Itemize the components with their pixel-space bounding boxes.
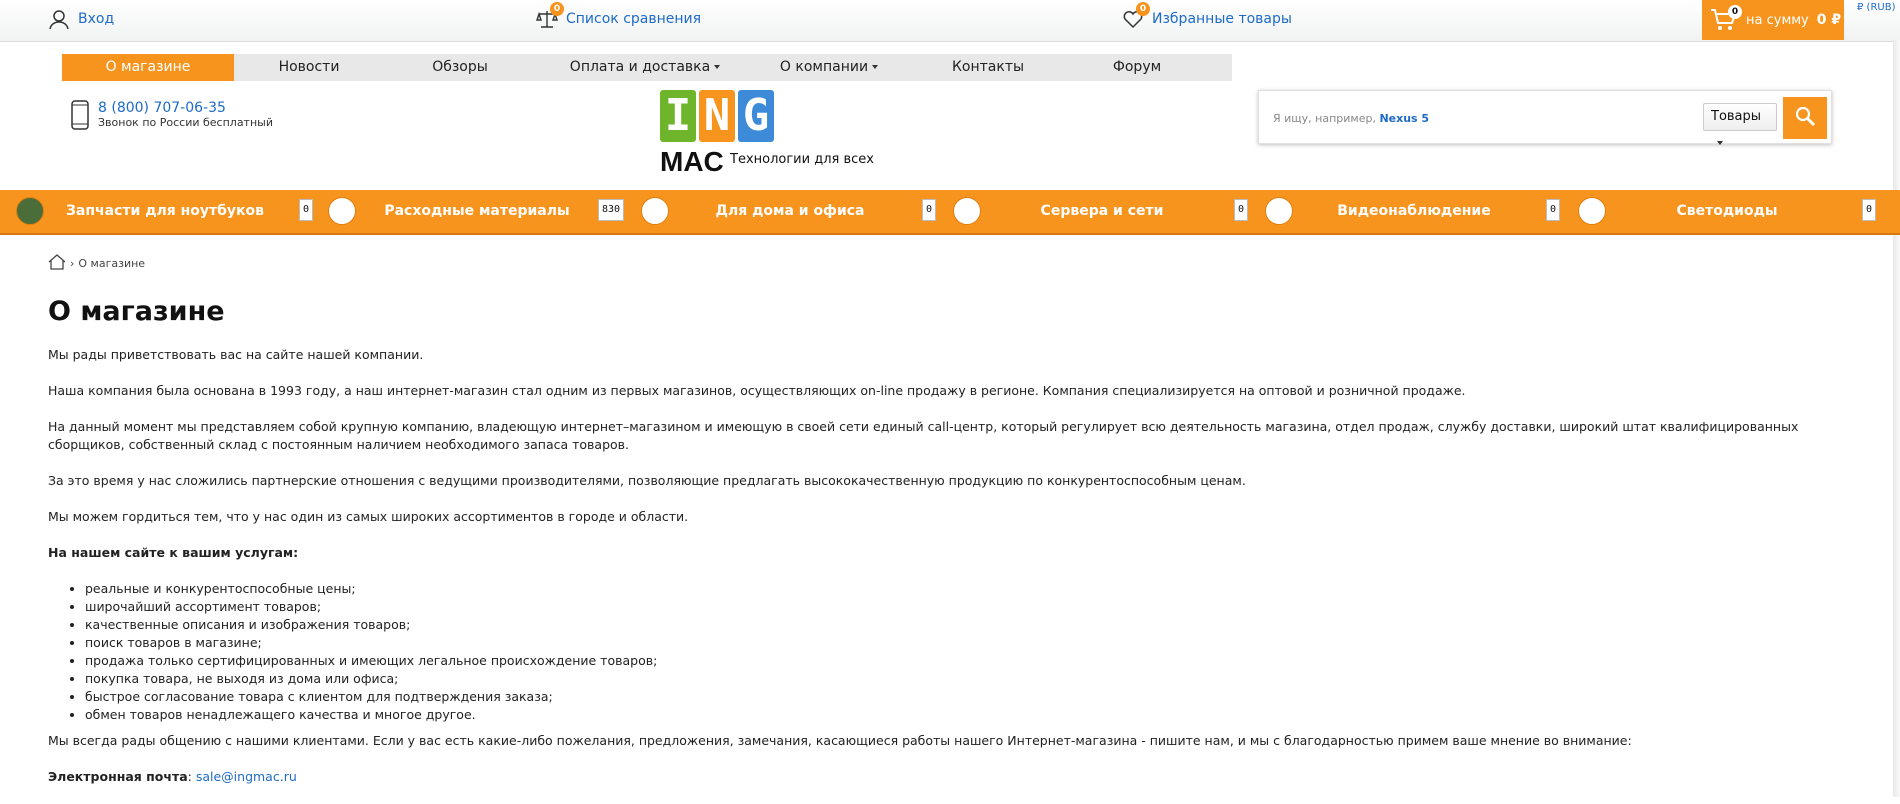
email-label: Электронная почта xyxy=(48,769,188,784)
cart-sum-label: на сумму xyxy=(1746,12,1809,28)
list-item: • качественные описания и изображения товаров; xyxy=(85,616,1858,634)
chevron-down-icon xyxy=(1717,141,1723,145)
favorites-link[interactable] xyxy=(1122,4,1292,30)
search-scope-label: Товары xyxy=(1711,109,1762,124)
home-icon[interactable] xyxy=(48,254,66,273)
nav-item-label: Форум xyxy=(1112,59,1162,75)
cart-button[interactable] xyxy=(1702,0,1844,40)
top-bar xyxy=(0,0,1900,42)
services-list xyxy=(85,580,1858,724)
user-icon xyxy=(48,8,70,30)
led-icon xyxy=(1578,197,1606,225)
chevron-right-icon: › xyxy=(70,257,75,270)
search-icon xyxy=(1794,105,1816,131)
category-item[interactable] xyxy=(1562,190,1892,233)
cart-icon xyxy=(1710,7,1738,33)
nav-item-label: Новости xyxy=(278,59,340,75)
login-label: Вход xyxy=(78,11,115,27)
login-link[interactable] xyxy=(48,8,114,30)
consumables-icon xyxy=(328,197,356,225)
category-count: 0 xyxy=(1546,199,1560,221)
paragraph: За это время у нас сложились партнерские отношения с ведущими производителями, позволяющие предлагать высококачественную продукцию по конкурентоспособным ценам. xyxy=(48,473,1246,488)
nav-item-label: О компании xyxy=(779,59,869,75)
nav-item-forum[interactable] xyxy=(1072,54,1202,81)
chevron-down-icon xyxy=(872,65,878,69)
logo-mac: MAC xyxy=(660,146,724,177)
nav-item-label: Обзоры xyxy=(432,59,488,75)
category-label: Запчасти для ноутбуков xyxy=(65,203,265,219)
scales-icon xyxy=(536,4,561,30)
nav-item-news[interactable] xyxy=(234,54,384,81)
favorites-label: Избранные товары xyxy=(1152,11,1292,27)
breadcrumb-current: О магазине xyxy=(78,257,146,270)
page-content xyxy=(48,346,1858,804)
category-count: 0 xyxy=(299,199,313,221)
list-item: • обмен товаров ненадлежащего качества и многое другое. xyxy=(85,706,1858,724)
email-link[interactable]: sale@ingmac.ru xyxy=(195,769,297,784)
nav-item-contacts[interactable] xyxy=(904,54,1072,81)
category-item[interactable] xyxy=(312,190,630,233)
closing-paragraph: Мы всегда рады общению с нашими клиентами. Если у вас есть какие-либо пожелания, предложения, замечания, касающиеся работы нашего Интернет-магазина - пишите нам, и мы с благодарностью примем ваше мнение во внимание: xyxy=(48,733,1632,748)
nav-item-label: Контакты xyxy=(951,59,1025,75)
list-item: • реальные и конкурентоспособные цены; xyxy=(85,580,1858,598)
list-item: • продажа только сертифицированных и имеющих легальное происхождение товаров; xyxy=(85,652,1858,670)
category-count: 0 xyxy=(1862,199,1876,221)
category-item[interactable] xyxy=(0,190,318,233)
breadcrumb xyxy=(48,254,145,273)
phone-note: Звонок по России бесплатный xyxy=(98,116,273,129)
list-item: • быстрое согласование товара с клиентом для подтверждения заказа; xyxy=(85,688,1858,706)
compare-link[interactable] xyxy=(536,4,702,30)
category-item[interactable] xyxy=(625,190,943,233)
chevron-down-icon xyxy=(714,65,720,69)
email-line: Электронная почта: sale@ingmac.ru xyxy=(48,769,297,784)
paragraph: Мы можем гордиться тем, что у нас один из самых широких ассортиментов в городе и области. xyxy=(48,509,689,524)
search-scope-select[interactable] xyxy=(1703,103,1777,131)
paragraph: Наша компания была основана в 1993 году, а наш интернет-магазин стал одним из первых магазинов, осуществляющих on-line продажу в регионе. Компания специализируется на оптовой и розничной продаже. xyxy=(48,383,1466,398)
phone-block xyxy=(70,100,273,134)
heart-icon xyxy=(1122,4,1147,30)
category-count: 830 xyxy=(598,199,624,221)
compare-count-badge: 0 xyxy=(550,2,564,16)
services-title: На нашем сайте к вашим услугам: xyxy=(48,545,299,560)
phone-icon xyxy=(70,100,90,134)
logo-tile-letter: N xyxy=(699,90,735,142)
camera-icon xyxy=(1265,197,1293,225)
category-item[interactable] xyxy=(937,190,1255,233)
category-label: Расходные материалы xyxy=(384,203,570,219)
category-label: Светодиоды xyxy=(1676,203,1778,219)
list-item: • покупка товара, не выходя из дома или офиса; xyxy=(85,670,1858,688)
nav-item-company[interactable] xyxy=(754,54,904,81)
nav-item-payment-delivery[interactable] xyxy=(536,54,754,81)
category-count: 0 xyxy=(922,199,936,221)
search-hint xyxy=(1273,112,1429,125)
nav-item-about[interactable] xyxy=(62,54,234,81)
page-edge xyxy=(1893,40,1900,797)
main-nav xyxy=(62,54,1232,81)
list-item: • широчайший ассортимент товаров; xyxy=(85,598,1858,616)
paragraph: Мы рады приветствовать вас на сайте нашей компании. xyxy=(48,347,424,362)
search-hint-text: Я ищу, например, xyxy=(1273,112,1376,125)
logo-tile-letter: I xyxy=(660,90,696,142)
category-bar xyxy=(0,190,1900,235)
laptop-parts-icon xyxy=(16,197,44,225)
category-label: Видеонаблюдение xyxy=(1337,203,1491,219)
currency-switch[interactable]: ₽ (RUB) xyxy=(1857,2,1896,13)
home-office-icon xyxy=(641,197,669,225)
nav-item-label: О магазине xyxy=(105,59,191,75)
paragraph: На данный момент мы представляем собой крупную компанию, владеющую интернет–магазином и имеющую в своей сети единый call-центр, который регулирует всю деятельность магазина, отдел продаж, службу доставки, широкий штат квалифицированных сборщиков, собственный склад с постоянным наличием необходимого запаса товаров. xyxy=(48,419,1799,452)
category-count: 0 xyxy=(1234,199,1248,221)
category-item[interactable] xyxy=(1249,190,1567,233)
category-label: Для дома и офиса xyxy=(715,203,865,219)
search-button[interactable] xyxy=(1783,97,1827,139)
list-item: • поиск товаров в магазине; xyxy=(85,634,1858,652)
category-label: Сервера и сети xyxy=(1040,203,1164,219)
logo-slogan: Технологии для всех xyxy=(730,152,874,167)
nav-item-reviews[interactable] xyxy=(384,54,536,81)
logo-tiles xyxy=(660,90,774,142)
favorites-count-badge: 0 xyxy=(1136,2,1150,16)
search-box xyxy=(1258,90,1832,144)
cart-sum: 0 ₽ xyxy=(1816,12,1842,28)
page-title: О магазине xyxy=(48,296,225,327)
server-icon xyxy=(953,197,981,225)
nav-item-label: Оплата и доставка xyxy=(569,59,711,75)
compare-label: Список сравнения xyxy=(566,11,702,27)
phone-number[interactable]: 8 (800) 707-06-35 xyxy=(98,100,226,116)
search-hint-example[interactable]: Nexus 5 xyxy=(1379,112,1430,125)
cart-count-badge: 0 xyxy=(1728,5,1742,19)
logo-tile-letter: G xyxy=(738,90,774,142)
site-logo[interactable] xyxy=(660,90,874,177)
